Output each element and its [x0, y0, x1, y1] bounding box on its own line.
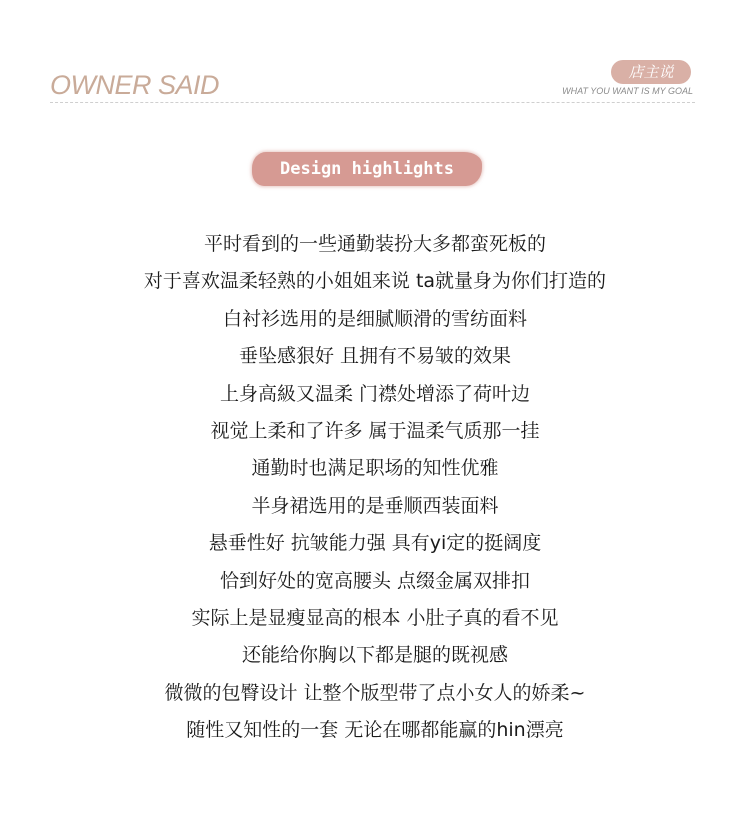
description-line: 悬垂性好 抗皱能力强 具有yi定的挺阔度	[208, 532, 542, 555]
description-line: 垂坠感狠好 且拥有不易皱的效果	[238, 345, 512, 368]
description-line: 视觉上柔和了许多 属于温柔气质那一挂	[210, 419, 540, 442]
header-divider	[50, 102, 695, 103]
owner-said-title: OWNER SAID	[50, 70, 220, 100]
description-line: 上身高級又温柔 门襟处增添了荷叶边	[219, 382, 531, 405]
description-line: 实际上是显瘦显高的根本 小肚子真的看不见	[191, 606, 559, 629]
description-line: 还能给你胸以下都是腿的既视感	[241, 644, 508, 667]
owner-badge: 店主说	[611, 60, 691, 84]
description-line: 白衬衫选用的是细腻顺滑的雪纺面料	[222, 307, 527, 330]
description-line: 平时看到的一些通勤装扮大多都蛮死板的	[203, 233, 546, 255]
page-header	[50, 58, 695, 106]
description-line: 通勤时也满足职场的知性优雅	[251, 457, 499, 480]
design-highlights-banner: Design highlights	[252, 152, 482, 186]
tagline: WHAT YOU WANT IS MY GOAL	[562, 86, 693, 96]
description-line: 对于喜欢温柔轻熟的小姐姐来说 ta就量身为你们打造的	[143, 270, 607, 293]
description-line: 恰到好处的宽高腰头 点缀金属双排扣	[219, 569, 531, 592]
description-line: 随性又知性的一套 无论在哪都能赢的hin漂亮	[186, 719, 564, 742]
description-line: 微微的包臀设计 让整个版型带了点小女人的娇柔~	[164, 681, 586, 704]
description-text	[0, 226, 750, 749]
description-line: 半身裙选用的是垂顺西装面料	[251, 494, 499, 517]
